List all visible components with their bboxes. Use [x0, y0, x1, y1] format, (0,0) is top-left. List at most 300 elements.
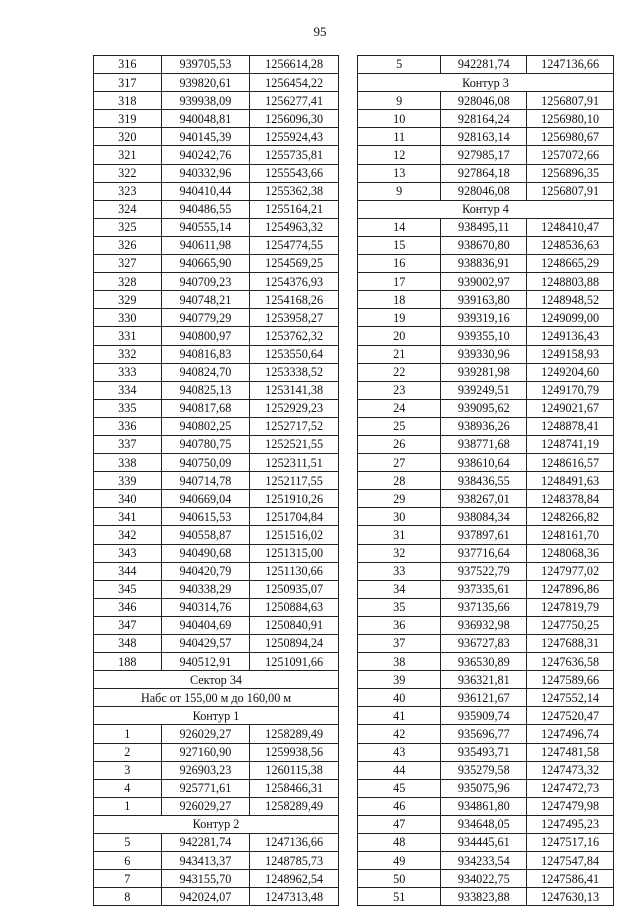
section-header-cell: Набс от 155,00 м до 160,00 м — [94, 689, 339, 707]
point-number-cell: 50 — [358, 870, 441, 888]
table-row — [94, 327, 339, 345]
y-coordinate-cell: 1252117,55 — [250, 472, 339, 490]
y-coordinate-cell: 1249021,67 — [527, 399, 614, 417]
x-coordinate-cell: 938084,34 — [441, 508, 527, 526]
y-coordinate-cell: 1253958,27 — [250, 309, 339, 327]
point-number-cell: 14 — [358, 218, 441, 236]
point-number-cell: 341 — [94, 508, 162, 526]
y-coordinate-cell: 1256277,41 — [250, 92, 339, 110]
point-number-cell: 11 — [358, 128, 441, 146]
x-coordinate-cell: 939095,62 — [441, 399, 527, 417]
point-number-cell: 5 — [94, 834, 162, 852]
point-number-cell: 42 — [358, 725, 441, 743]
x-coordinate-cell: 936530,89 — [441, 653, 527, 671]
point-number-cell: 18 — [358, 291, 441, 309]
table-row — [358, 689, 614, 707]
point-number-cell: 16 — [358, 255, 441, 273]
x-coordinate-cell: 934861,80 — [441, 797, 527, 815]
y-coordinate-cell: 1248665,29 — [527, 255, 614, 273]
y-coordinate-cell: 1260115,38 — [250, 761, 339, 779]
x-coordinate-cell: 928046,08 — [441, 182, 527, 200]
x-coordinate-cell: 936121,67 — [441, 689, 527, 707]
table-row — [94, 345, 339, 363]
y-coordinate-cell: 1247136,66 — [527, 56, 614, 74]
x-coordinate-cell: 928163,14 — [441, 128, 527, 146]
y-coordinate-cell: 1254963,32 — [250, 218, 339, 236]
y-coordinate-cell: 1249204,60 — [527, 363, 614, 381]
x-coordinate-cell: 940825,13 — [161, 381, 250, 399]
point-number-cell: 27 — [358, 454, 441, 472]
table-row — [358, 381, 614, 399]
y-coordinate-cell: 1251910,26 — [250, 490, 339, 508]
point-number-cell: 319 — [94, 110, 162, 128]
point-number-cell: 19 — [358, 309, 441, 327]
x-coordinate-cell: 934648,05 — [441, 815, 527, 833]
table-row — [94, 761, 339, 779]
table-row — [94, 508, 339, 526]
point-number-cell: 39 — [358, 671, 441, 689]
point-number-cell: 1 — [94, 725, 162, 743]
x-coordinate-cell: 940709,23 — [161, 273, 250, 291]
table-row — [358, 888, 614, 906]
point-number-cell: 12 — [358, 146, 441, 164]
point-number-cell: 48 — [358, 834, 441, 852]
x-coordinate-cell: 937135,66 — [441, 598, 527, 616]
point-number-cell: 31 — [358, 526, 441, 544]
y-coordinate-cell: 1256807,91 — [527, 92, 614, 110]
table-row — [358, 56, 614, 74]
point-number-cell: 343 — [94, 544, 162, 562]
point-number-cell: 317 — [94, 74, 162, 92]
y-coordinate-cell: 1252521,55 — [250, 435, 339, 453]
y-coordinate-cell: 1249158,93 — [527, 345, 614, 363]
section-header-row — [94, 815, 339, 833]
table-row — [358, 255, 614, 273]
x-coordinate-cell: 940512,91 — [161, 653, 250, 671]
y-coordinate-cell: 1248741,19 — [527, 435, 614, 453]
x-coordinate-cell: 940490,68 — [161, 544, 250, 562]
table-row — [358, 435, 614, 453]
point-number-cell: 34 — [358, 580, 441, 598]
y-coordinate-cell: 1247688,31 — [527, 635, 614, 653]
x-coordinate-cell: 938267,01 — [441, 490, 527, 508]
y-coordinate-cell: 1247630,13 — [527, 888, 614, 906]
point-number-cell: 3 — [94, 761, 162, 779]
table-row — [358, 327, 614, 345]
x-coordinate-cell: 940338,29 — [161, 580, 250, 598]
table-row — [358, 399, 614, 417]
table-row — [94, 273, 339, 291]
x-coordinate-cell: 927864,18 — [441, 164, 527, 182]
y-coordinate-cell: 1247636,58 — [527, 653, 614, 671]
y-coordinate-cell: 1255164,21 — [250, 200, 339, 218]
table-row — [94, 888, 339, 906]
point-number-cell: 36 — [358, 616, 441, 634]
point-number-cell: 32 — [358, 544, 441, 562]
point-number-cell: 49 — [358, 852, 441, 870]
point-number-cell: 324 — [94, 200, 162, 218]
table-row — [94, 146, 339, 164]
point-number-cell: 33 — [358, 562, 441, 580]
y-coordinate-cell: 1254376,93 — [250, 273, 339, 291]
y-coordinate-cell: 1252929,23 — [250, 399, 339, 417]
table-row — [358, 870, 614, 888]
x-coordinate-cell: 940145,39 — [161, 128, 250, 146]
x-coordinate-cell: 939355,10 — [441, 327, 527, 345]
coordinates-table-left — [93, 55, 339, 906]
table-row — [94, 56, 339, 74]
table-row — [94, 92, 339, 110]
coordinates-table-right — [357, 55, 614, 906]
x-coordinate-cell: 940314,76 — [161, 598, 250, 616]
point-number-cell: 316 — [94, 56, 162, 74]
x-coordinate-cell: 939249,51 — [441, 381, 527, 399]
x-coordinate-cell: 940714,78 — [161, 472, 250, 490]
point-number-cell: 2 — [94, 743, 162, 761]
point-number-cell: 41 — [358, 707, 441, 725]
x-coordinate-cell: 940665,90 — [161, 255, 250, 273]
table-row — [358, 309, 614, 327]
y-coordinate-cell: 1248068,36 — [527, 544, 614, 562]
y-coordinate-cell: 1247472,73 — [527, 779, 614, 797]
table-row — [358, 218, 614, 236]
x-coordinate-cell: 940420,79 — [161, 562, 250, 580]
x-coordinate-cell: 940611,98 — [161, 236, 250, 254]
y-coordinate-cell: 1252311,51 — [250, 454, 339, 472]
y-coordinate-cell: 1248161,70 — [527, 526, 614, 544]
table-row — [358, 164, 614, 182]
x-coordinate-cell: 943413,37 — [161, 852, 250, 870]
y-coordinate-cell: 1248948,52 — [527, 291, 614, 309]
x-coordinate-cell: 940555,14 — [161, 218, 250, 236]
point-number-cell: 51 — [358, 888, 441, 906]
y-coordinate-cell: 1256454,22 — [250, 74, 339, 92]
point-number-cell: 348 — [94, 635, 162, 653]
y-coordinate-cell: 1257072,66 — [527, 146, 614, 164]
point-number-cell: 9 — [358, 182, 441, 200]
x-coordinate-cell: 940800,97 — [161, 327, 250, 345]
table-row — [94, 128, 339, 146]
table-row — [94, 616, 339, 634]
y-coordinate-cell: 1254168,26 — [250, 291, 339, 309]
y-coordinate-cell: 1247589,66 — [527, 671, 614, 689]
point-number-cell: 43 — [358, 743, 441, 761]
section-header-cell: Контур 4 — [358, 200, 614, 218]
section-header-cell: Контур 1 — [94, 707, 339, 725]
section-header-cell: Контур 3 — [358, 74, 614, 92]
x-coordinate-cell: 928164,24 — [441, 110, 527, 128]
table-row — [358, 598, 614, 616]
y-coordinate-cell: 1247896,86 — [527, 580, 614, 598]
x-coordinate-cell: 936727,83 — [441, 635, 527, 653]
y-coordinate-cell: 1247750,25 — [527, 616, 614, 634]
x-coordinate-cell: 936932,98 — [441, 616, 527, 634]
table-row — [358, 580, 614, 598]
point-number-cell: 25 — [358, 417, 441, 435]
table-row — [358, 363, 614, 381]
table-row — [358, 797, 614, 815]
x-coordinate-cell: 935279,58 — [441, 761, 527, 779]
x-coordinate-cell: 940558,87 — [161, 526, 250, 544]
x-coordinate-cell: 927985,17 — [441, 146, 527, 164]
table-row — [94, 472, 339, 490]
table-row — [358, 761, 614, 779]
y-coordinate-cell: 1249099,00 — [527, 309, 614, 327]
y-coordinate-cell: 1247547,84 — [527, 852, 614, 870]
y-coordinate-cell: 1248266,82 — [527, 508, 614, 526]
x-coordinate-cell: 926029,27 — [161, 797, 250, 815]
y-coordinate-cell: 1251130,66 — [250, 562, 339, 580]
x-coordinate-cell: 937335,61 — [441, 580, 527, 598]
point-number-cell: 336 — [94, 417, 162, 435]
y-coordinate-cell: 1250884,63 — [250, 598, 339, 616]
point-number-cell: 5 — [358, 56, 441, 74]
point-number-cell: 326 — [94, 236, 162, 254]
x-coordinate-cell: 935075,96 — [441, 779, 527, 797]
y-coordinate-cell: 1259938,56 — [250, 743, 339, 761]
y-coordinate-cell: 1248785,73 — [250, 852, 339, 870]
point-number-cell: 10 — [358, 110, 441, 128]
x-coordinate-cell: 933823,88 — [441, 888, 527, 906]
y-coordinate-cell: 1247977,02 — [527, 562, 614, 580]
table-row — [358, 616, 614, 634]
x-coordinate-cell: 939002,97 — [441, 273, 527, 291]
table-row — [358, 544, 614, 562]
x-coordinate-cell: 927160,90 — [161, 743, 250, 761]
x-coordinate-cell: 938610,64 — [441, 454, 527, 472]
y-coordinate-cell: 1248536,63 — [527, 236, 614, 254]
x-coordinate-cell: 937897,61 — [441, 526, 527, 544]
table-row — [94, 164, 339, 182]
x-coordinate-cell: 939820,61 — [161, 74, 250, 92]
y-coordinate-cell: 1249170,79 — [527, 381, 614, 399]
point-number-cell: 22 — [358, 363, 441, 381]
x-coordinate-cell: 938836,91 — [441, 255, 527, 273]
table-row — [94, 74, 339, 92]
table-row — [94, 236, 339, 254]
point-number-cell: 332 — [94, 345, 162, 363]
x-coordinate-cell: 940824,70 — [161, 363, 250, 381]
table-row — [94, 218, 339, 236]
x-coordinate-cell: 938936,26 — [441, 417, 527, 435]
table-row — [358, 815, 614, 833]
y-coordinate-cell: 1258466,31 — [250, 779, 339, 797]
x-coordinate-cell: 926903,23 — [161, 761, 250, 779]
table-row — [358, 182, 614, 200]
y-coordinate-cell: 1247520,47 — [527, 707, 614, 725]
y-coordinate-cell: 1248962,54 — [250, 870, 339, 888]
x-coordinate-cell: 940816,83 — [161, 345, 250, 363]
y-coordinate-cell: 1250935,07 — [250, 580, 339, 598]
x-coordinate-cell: 938670,80 — [441, 236, 527, 254]
table-row — [358, 345, 614, 363]
table-row — [94, 255, 339, 273]
x-coordinate-cell: 940615,53 — [161, 508, 250, 526]
x-coordinate-cell: 940048,81 — [161, 110, 250, 128]
point-number-cell: 38 — [358, 653, 441, 671]
y-coordinate-cell: 1256807,91 — [527, 182, 614, 200]
table-row — [94, 454, 339, 472]
point-number-cell: 30 — [358, 508, 441, 526]
table-row — [358, 635, 614, 653]
table-row — [358, 743, 614, 761]
point-number-cell: 35 — [358, 598, 441, 616]
point-number-cell: 335 — [94, 399, 162, 417]
point-number-cell: 339 — [94, 472, 162, 490]
coordinates-table-left-body — [94, 56, 339, 906]
point-number-cell: 340 — [94, 490, 162, 508]
table-row — [358, 834, 614, 852]
table-row — [358, 236, 614, 254]
table-row — [94, 580, 339, 598]
x-coordinate-cell: 940779,29 — [161, 309, 250, 327]
table-row — [94, 598, 339, 616]
y-coordinate-cell: 1256614,28 — [250, 56, 339, 74]
section-header-row — [358, 74, 614, 92]
point-number-cell: 24 — [358, 399, 441, 417]
table-row — [358, 110, 614, 128]
y-coordinate-cell: 1247495,23 — [527, 815, 614, 833]
point-number-cell: 334 — [94, 381, 162, 399]
y-coordinate-cell: 1253550,64 — [250, 345, 339, 363]
y-coordinate-cell: 1249136,43 — [527, 327, 614, 345]
x-coordinate-cell: 940332,96 — [161, 164, 250, 182]
table-row — [94, 435, 339, 453]
point-number-cell: 328 — [94, 273, 162, 291]
table-row — [358, 417, 614, 435]
section-header-cell: Сектор 34 — [94, 671, 339, 689]
y-coordinate-cell: 1254569,25 — [250, 255, 339, 273]
y-coordinate-cell: 1247136,66 — [250, 834, 339, 852]
x-coordinate-cell: 934445,61 — [441, 834, 527, 852]
x-coordinate-cell: 940750,09 — [161, 454, 250, 472]
x-coordinate-cell: 942281,74 — [161, 834, 250, 852]
table-row — [358, 92, 614, 110]
table-row — [358, 707, 614, 725]
x-coordinate-cell: 939330,96 — [441, 345, 527, 363]
x-coordinate-cell: 937522,79 — [441, 562, 527, 580]
y-coordinate-cell: 1248803,88 — [527, 273, 614, 291]
table-row — [94, 743, 339, 761]
y-coordinate-cell: 1256980,10 — [527, 110, 614, 128]
table-row — [358, 779, 614, 797]
y-coordinate-cell: 1247473,32 — [527, 761, 614, 779]
point-number-cell: 21 — [358, 345, 441, 363]
point-number-cell: 40 — [358, 689, 441, 707]
point-number-cell: 29 — [358, 490, 441, 508]
point-number-cell: 17 — [358, 273, 441, 291]
table-row — [94, 309, 339, 327]
point-number-cell: 333 — [94, 363, 162, 381]
section-header-cell: Контур 2 — [94, 815, 339, 833]
table-row — [94, 653, 339, 671]
x-coordinate-cell: 940780,75 — [161, 435, 250, 453]
x-coordinate-cell: 939163,80 — [441, 291, 527, 309]
table-row — [94, 182, 339, 200]
point-number-cell: 347 — [94, 616, 162, 634]
y-coordinate-cell: 1250840,91 — [250, 616, 339, 634]
point-number-cell: 345 — [94, 580, 162, 598]
y-coordinate-cell: 1253762,32 — [250, 327, 339, 345]
table-row — [358, 490, 614, 508]
point-number-cell: 1 — [94, 797, 162, 815]
y-coordinate-cell: 1258289,49 — [250, 725, 339, 743]
point-number-cell: 9 — [358, 92, 441, 110]
table-row — [358, 472, 614, 490]
y-coordinate-cell: 1248491,63 — [527, 472, 614, 490]
table-row — [94, 562, 339, 580]
x-coordinate-cell: 939938,09 — [161, 92, 250, 110]
x-coordinate-cell: 928046,08 — [441, 92, 527, 110]
table-row — [94, 381, 339, 399]
y-coordinate-cell: 1247479,98 — [527, 797, 614, 815]
table-row — [358, 128, 614, 146]
x-coordinate-cell: 934022,75 — [441, 870, 527, 888]
section-header-row — [358, 200, 614, 218]
table-row — [94, 725, 339, 743]
point-number-cell: 44 — [358, 761, 441, 779]
y-coordinate-cell: 1253141,38 — [250, 381, 339, 399]
point-number-cell: 37 — [358, 635, 441, 653]
point-number-cell: 330 — [94, 309, 162, 327]
y-coordinate-cell: 1247517,16 — [527, 834, 614, 852]
point-number-cell: 327 — [94, 255, 162, 273]
y-coordinate-cell: 1251315,00 — [250, 544, 339, 562]
y-coordinate-cell: 1250894,24 — [250, 635, 339, 653]
x-coordinate-cell: 942024,07 — [161, 888, 250, 906]
x-coordinate-cell: 939319,16 — [441, 309, 527, 327]
point-number-cell: 46 — [358, 797, 441, 815]
table-row — [358, 725, 614, 743]
point-number-cell: 344 — [94, 562, 162, 580]
y-coordinate-cell: 1251704,84 — [250, 508, 339, 526]
y-coordinate-cell: 1247552,14 — [527, 689, 614, 707]
x-coordinate-cell: 937716,64 — [441, 544, 527, 562]
y-coordinate-cell: 1248616,57 — [527, 454, 614, 472]
y-coordinate-cell: 1256896,35 — [527, 164, 614, 182]
y-coordinate-cell: 1254774,55 — [250, 236, 339, 254]
table-row — [358, 653, 614, 671]
y-coordinate-cell: 1247496,74 — [527, 725, 614, 743]
x-coordinate-cell: 940802,25 — [161, 417, 250, 435]
point-number-cell: 15 — [358, 236, 441, 254]
point-number-cell: 331 — [94, 327, 162, 345]
table-row — [94, 110, 339, 128]
x-coordinate-cell: 940410,44 — [161, 182, 250, 200]
point-number-cell: 28 — [358, 472, 441, 490]
point-number-cell: 26 — [358, 435, 441, 453]
y-coordinate-cell: 1255924,43 — [250, 128, 339, 146]
x-coordinate-cell: 940817,68 — [161, 399, 250, 417]
x-coordinate-cell: 940242,76 — [161, 146, 250, 164]
table-row — [358, 291, 614, 309]
x-coordinate-cell: 935493,71 — [441, 743, 527, 761]
table-row — [94, 852, 339, 870]
y-coordinate-cell: 1258289,49 — [250, 797, 339, 815]
x-coordinate-cell: 938771,68 — [441, 435, 527, 453]
point-number-cell: 322 — [94, 164, 162, 182]
table-row — [94, 870, 339, 888]
table-row — [94, 526, 339, 544]
point-number-cell: 329 — [94, 291, 162, 309]
section-header-row — [94, 689, 339, 707]
y-coordinate-cell: 1255543,66 — [250, 164, 339, 182]
x-coordinate-cell: 934233,54 — [441, 852, 527, 870]
point-number-cell: 47 — [358, 815, 441, 833]
y-coordinate-cell: 1256980,67 — [527, 128, 614, 146]
table-row — [358, 562, 614, 580]
coordinates-table-right-body — [358, 56, 614, 906]
